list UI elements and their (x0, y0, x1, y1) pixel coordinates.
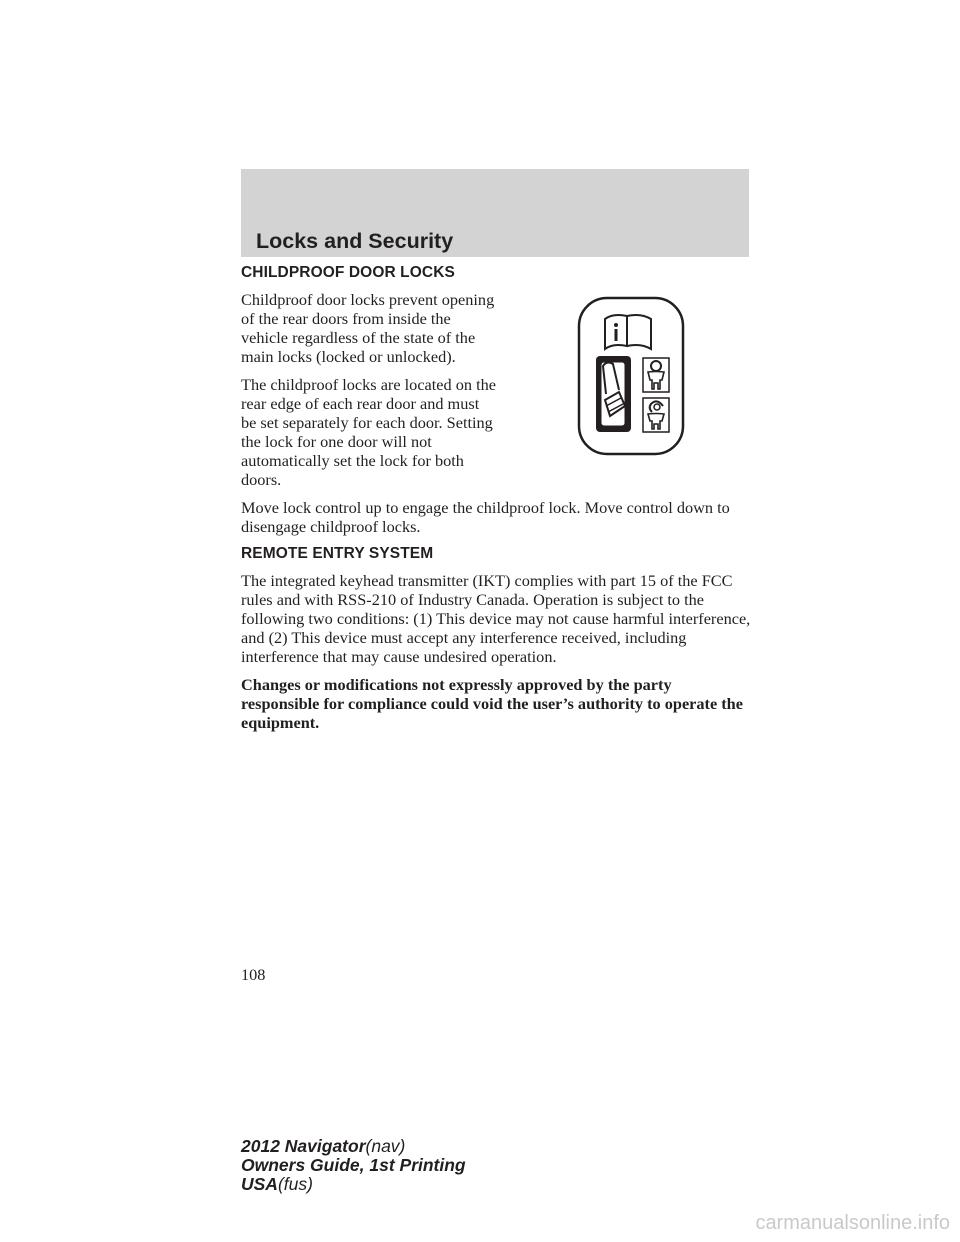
info-book-icon (605, 315, 651, 349)
childproof-text-column (241, 290, 497, 489)
paragraph: The childproof locks are located on the rear edge of each rear door and must be set separately for each door. Setting the lock for one door will not automatically set the lock for both doors. (241, 375, 496, 489)
paragraph: Childproof door locks prevent opening of the rear doors from inside the vehicle regardless of the state of the main locks (locked or unlocked). (241, 290, 495, 366)
heading-remote-entry-system: REMOTE ENTRY SYSTEM (241, 545, 434, 562)
footer-line-3: USA(fus) (241, 1174, 313, 1194)
child-lock-engaged-icon (643, 358, 669, 392)
footer-line-2: Owners Guide, 1st Printing (241, 1155, 466, 1175)
heading-childproof-door-locks: CHILDPROOF DOOR LOCKS (241, 264, 455, 281)
watermark: carmanualsonline.info (755, 1212, 950, 1234)
section-title: Locks and Security (256, 229, 454, 253)
childproof-lock-illustration (575, 294, 687, 458)
page-number: 108 (241, 965, 266, 984)
warning-paragraph: Changes or modifications not expressly approved by the party responsible for compliance could void the user’s authority to operate the equipment. (241, 675, 743, 732)
print-footer (241, 1137, 466, 1194)
section-header-band (241, 169, 749, 257)
lock-slider (596, 356, 631, 432)
child-lock-disengaged-icon (643, 398, 669, 432)
footer-line-1: 2012 Navigator(nav) (241, 1136, 406, 1156)
paragraph: Move lock control up to engage the childproof lock. Move control down to disengage childproof locks. (241, 498, 730, 536)
page-content (241, 264, 751, 741)
paragraph: The integrated keyhead transmitter (IKT) complies with part 15 of the FCC rules and with RSS-210 of Industry Canada. Operation is subject to the following two conditions: (1) This device may not cause harmful interference, and (2) This device must accept any interference received, including interference that may cause undesired operation. (241, 571, 751, 666)
